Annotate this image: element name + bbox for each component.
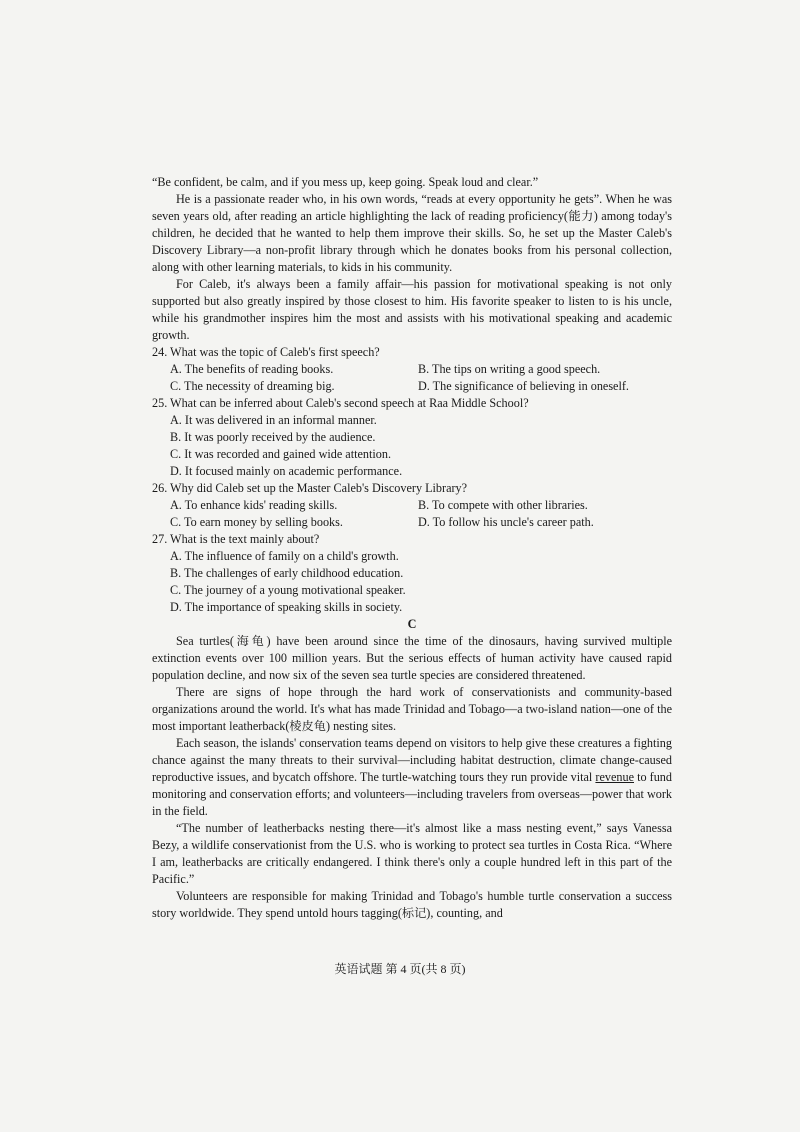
question-stem: 25. What can be inferred about Caleb's second speech at Raa Middle School? xyxy=(152,396,529,410)
paragraph-sea-turtles: Sea turtles(海龟) have been around since the time of the dinosaurs, having survived multiple extinction events over 100 million years. But the serious effects of human activity have caused rapid population decline, and now six of the seven sea turtle species are considered threatened. xyxy=(152,634,672,682)
option-b: B. To compete with other libraries. xyxy=(418,498,588,512)
option-c: C. It was recorded and gained wide attention. xyxy=(170,447,391,461)
question-26 xyxy=(152,480,672,531)
option-a: A. It was delivered in an informal manner. xyxy=(170,413,377,427)
page-footer: 英语试题 第 4 页(共 8 页) xyxy=(334,962,466,976)
option-a: A. To enhance kids' reading skills. xyxy=(170,498,338,512)
option-row xyxy=(152,497,672,514)
option-b: B. The tips on writing a good speech. xyxy=(418,362,601,376)
paragraph-family: For Caleb, it's always been a family affair—his passion for motivational speaking is not only supported but also greatly inspired by those closest to him. His favorite speaker to listen to is his uncle, while his grandmother inspires him the most and assists with his motivational speaking and academic growth. xyxy=(152,277,672,342)
option-d: D. The significance of believing in oneself. xyxy=(418,379,629,393)
option-a: A. The benefits of reading books. xyxy=(170,362,334,376)
paragraph-text-after: to fund monitoring and conservation efforts; and volunteers—including travelers from overseas—power that work in the field. xyxy=(152,770,672,818)
option-c: C. To earn money by selling books. xyxy=(170,515,343,529)
question-stem: 26. Why did Caleb set up the Master Caleb's Discovery Library? xyxy=(152,481,468,495)
option-d: D. To follow his uncle's career path. xyxy=(418,515,594,529)
section-heading-c: C xyxy=(407,617,417,631)
option-b: B. It was poorly received by the audience. xyxy=(170,430,376,444)
option-row xyxy=(152,514,672,531)
option-row xyxy=(152,361,672,378)
paragraph-text-before: Each season, the islands' conservation teams depend on visitors to help give these creatures a fighting chance against the many threats to their survival—including habitat destruction, climate change-caused reproductive issues, and bycatch offshore. The turtle-watching tours they run provide vital xyxy=(152,736,672,784)
option-a: A. The influence of family on a child's growth. xyxy=(170,549,399,563)
option-d: D. The importance of speaking skills in society. xyxy=(170,600,403,614)
quote-paragraph: “Be confident, be calm, and if you mess up, keep going. Speak loud and clear.” xyxy=(152,175,539,189)
option-d: D. It focused mainly on academic performance. xyxy=(170,464,403,478)
question-stem: 24. What was the topic of Caleb's first speech? xyxy=(152,345,380,359)
question-25 xyxy=(152,395,672,480)
underlined-word-revenue: revenue xyxy=(595,770,634,784)
option-b: B. The challenges of early childhood education. xyxy=(170,566,404,580)
option-row xyxy=(152,378,672,395)
paragraph-volunteers: Volunteers are responsible for making Trinidad and Tobago's humble turtle conservation a success story worldwide. They spend untold hours tagging(标记), counting, and xyxy=(152,889,672,920)
option-c: C. The journey of a young motivational speaker. xyxy=(170,583,406,597)
paragraph-conservation-teams xyxy=(152,735,672,820)
question-stem: 27. What is the text mainly about? xyxy=(152,532,320,546)
question-24 xyxy=(152,344,672,395)
question-27 xyxy=(152,531,672,616)
paragraph-signs-of-hope: There are signs of hope through the hard work of conservationists and community-based organizations around the world. It's what has made Trinidad and Tobago—a two-island nation—one of the most important leatherback(棱皮龟) nesting sites. xyxy=(152,685,672,733)
paragraph-bezy-quote: “The number of leatherbacks nesting there—it's almost like a mass nesting event,” says Vanessa Bezy, a wildlife conservationist from the U.S. who is working to protect sea turtles in Costa Rica. “Where I am, leatherbacks are critically endangered. I think there's only a couple hundred left in this part of the Pacific.” xyxy=(152,821,672,886)
paragraph-reader: He is a passionate reader who, in his own words, “reads at every opportunity he gets”. When he was seven years old, after reading an article highlighting the lack of reading proficiency(能力) among today's children, he decided that he wanted to help them improve their skills. So, he set up the Master Caleb's Discovery Library—a non-profit library through which he donates books from his personal collection, along with other learning materials, to kids in his community. xyxy=(152,192,672,274)
option-c: C. The necessity of dreaming big. xyxy=(170,379,335,393)
page-content xyxy=(152,174,672,922)
